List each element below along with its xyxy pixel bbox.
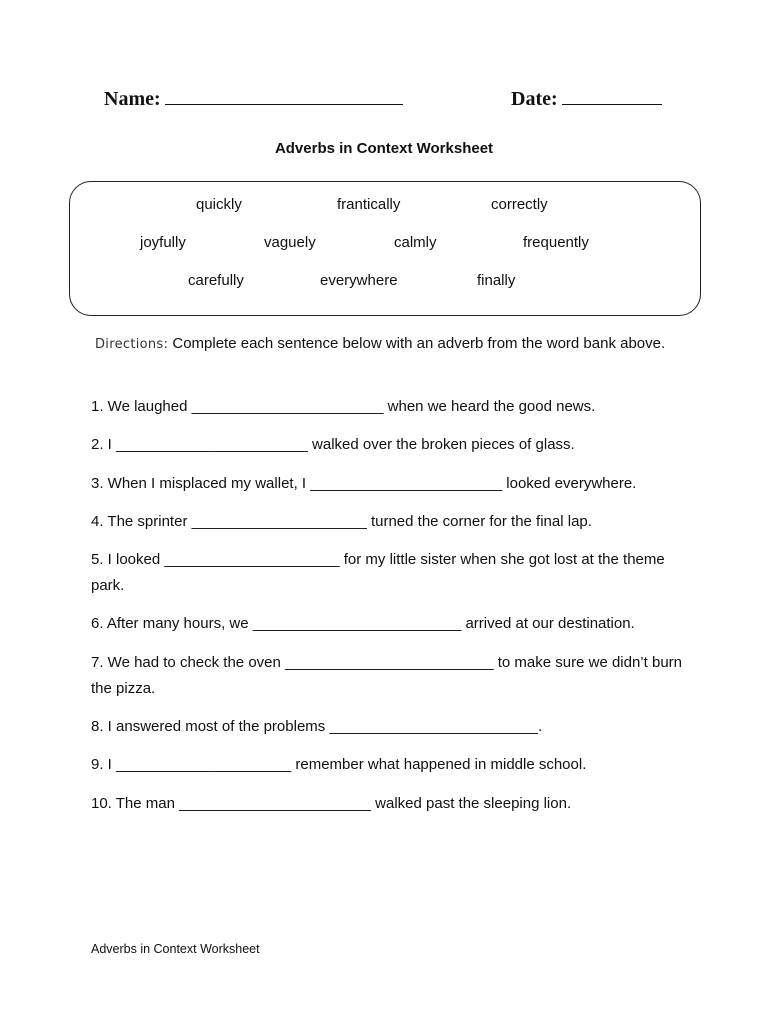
sentence-item: 10. The man _______________________ walked past the sleeping lion. xyxy=(91,794,572,812)
word-bank-item: finally xyxy=(477,272,516,289)
date-field xyxy=(511,88,662,111)
directions xyxy=(91,331,691,358)
word-bank-item: calmly xyxy=(394,234,437,251)
word-bank-item: joyfully xyxy=(140,234,186,251)
sentence-item: 7. We had to check the oven _________________________ to make sure we didn’t burn the pizza. xyxy=(91,653,682,697)
word-bank-item: carefully xyxy=(188,272,244,289)
sentence-item: 2. I _______________________ walked over the broken pieces of glass. xyxy=(91,436,575,454)
sentence-list xyxy=(91,394,691,829)
word-bank-item: everywhere xyxy=(320,272,398,289)
directions-text: Complete each sentence below with an adverb from the word bank above. xyxy=(172,335,666,352)
sentence-item: 9. I _____________________ remember what happened in middle school. xyxy=(91,756,587,774)
directions-label: Directions: xyxy=(95,337,169,352)
sentence-item: 3. When I misplaced my wallet, I _______________________ looked everywhere. xyxy=(91,474,637,492)
word-bank-item: frantically xyxy=(337,196,401,213)
word-bank-item: correctly xyxy=(491,196,548,213)
name-label: Name: xyxy=(104,88,161,110)
sentence-item: 4. The sprinter _____________________ turned the corner for the final lap. xyxy=(91,512,592,530)
sentence-item: 1. We laughed _______________________ when we heard the good news. xyxy=(91,398,596,415)
sentence-item: 5. I looked _____________________ for my little sister when she got lost at the theme park. xyxy=(91,551,665,595)
worksheet-title: Adverbs in Context Worksheet xyxy=(274,140,494,157)
word-bank-item: vaguely xyxy=(264,234,316,251)
word-bank-item: frequently xyxy=(523,234,589,251)
word-bank-item: quickly xyxy=(196,196,242,213)
name-blank-line xyxy=(165,90,403,105)
date-blank-line xyxy=(562,90,662,105)
word-bank-box xyxy=(69,181,701,316)
sentence-item: 6. After many hours, we _________________________ arrived at our destination. xyxy=(91,615,635,633)
sentence-item: 8. I answered most of the problems _________________________. xyxy=(91,718,543,736)
date-label: Date: xyxy=(511,88,558,110)
page-footer: Adverbs in Context Worksheet xyxy=(91,942,260,956)
name-field xyxy=(104,88,403,111)
